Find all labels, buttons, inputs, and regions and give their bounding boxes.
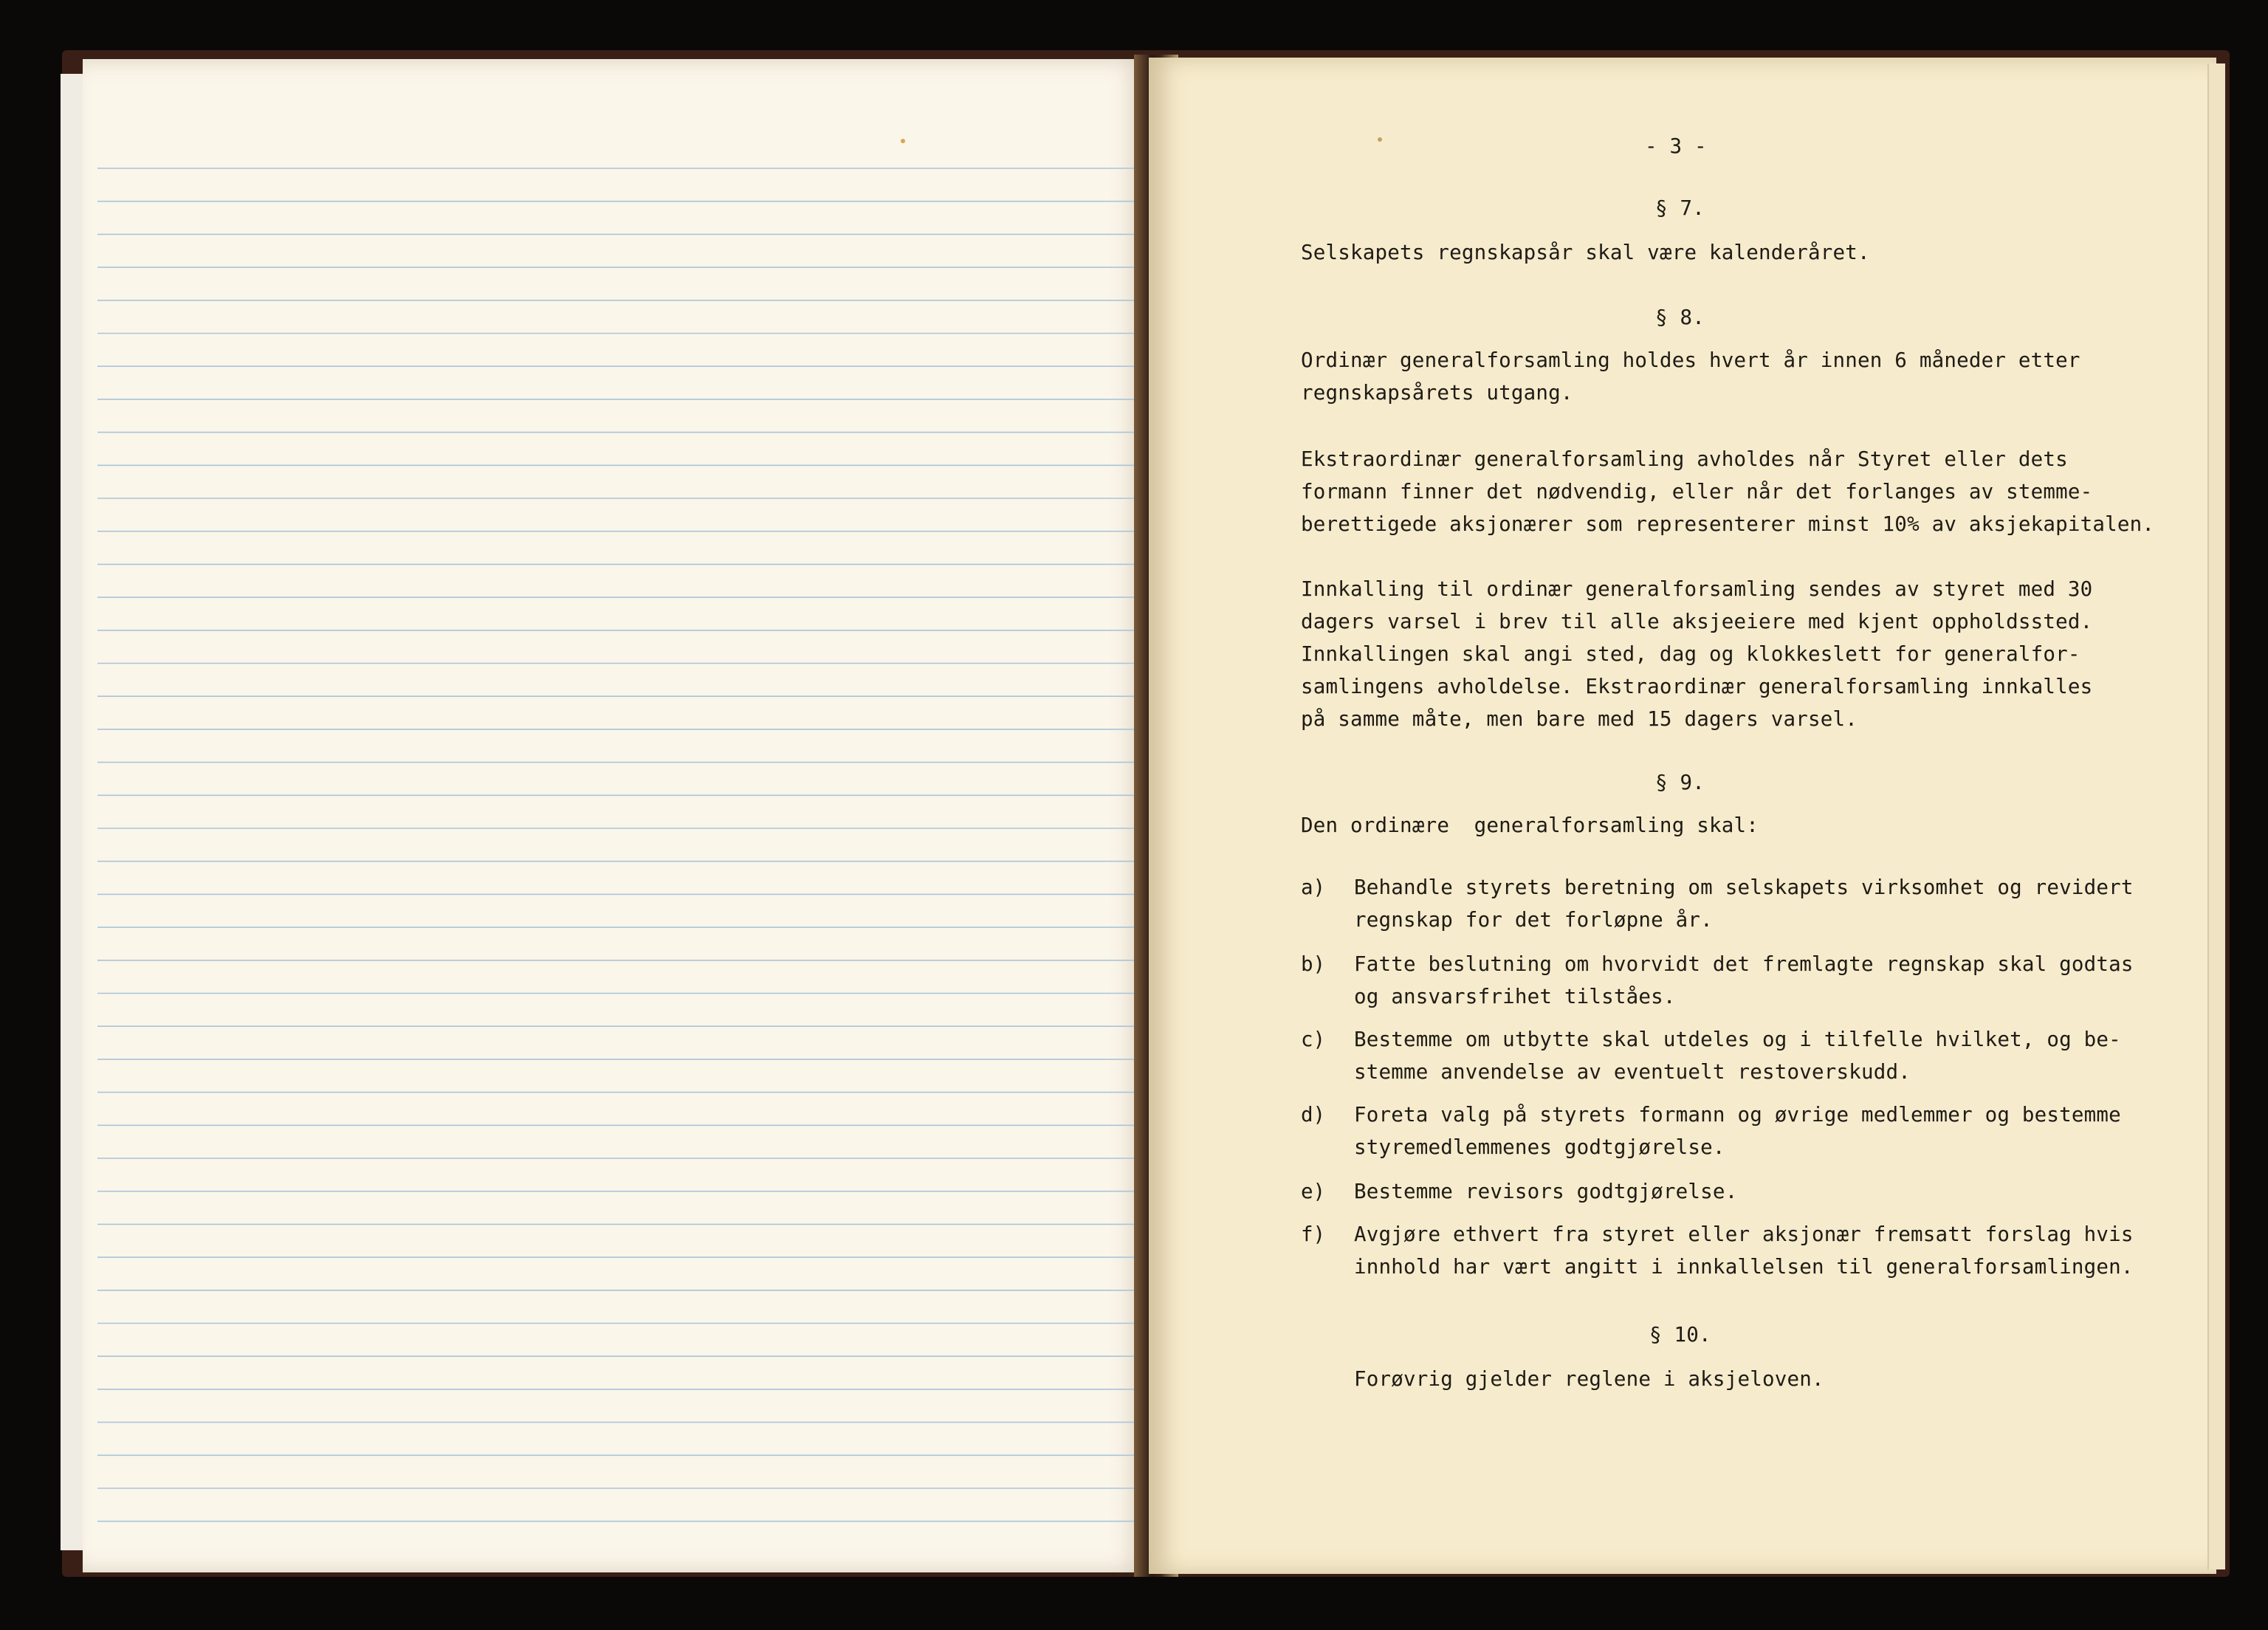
item-a-line: Behandle styrets beretning om selskapets virksomhet og revidert [1354, 876, 2134, 899]
item-letter: f) [1301, 1222, 1326, 1246]
section-8-p2-line: berettigede aksjonærer som representerer minst 10% av aksjekapitalen. [1301, 512, 2155, 536]
section-9-heading: § 9. [1655, 771, 1705, 794]
item-letter: c) [1301, 1028, 1326, 1051]
item-a-line: regnskap for det forløpne år. [1354, 908, 1713, 932]
item-letter: e) [1301, 1180, 1326, 1203]
section-8-heading: § 8. [1655, 306, 1705, 329]
item-d-line: Foreta valg på styrets formann og øvrige medlemmer og bestemme [1354, 1103, 2121, 1127]
page-stack-edge [2207, 63, 2225, 1569]
section-8-p1-line: Ordinær generalforsamling holdes hvert år innen 6 måneder etter [1301, 348, 2080, 372]
item-e-line: Bestemme revisors godtgjørelse. [1354, 1180, 1738, 1203]
ruled-lines [97, 59, 1146, 1572]
item-b-line: Fatte beslutning om hvorvidt det fremlagte regnskap skal godtas [1354, 952, 2134, 976]
section-8-p3-line: samlingens avholdelse. Ekstraordinær generalforsamling innkalles [1301, 675, 2093, 698]
item-b-line: og ansvarsfrihet tilståes. [1354, 985, 1676, 1008]
ink-spot [1378, 137, 1382, 142]
section-10-heading: § 10. [1649, 1323, 1711, 1347]
ink-spot [901, 139, 905, 143]
item-letter: b) [1301, 952, 1326, 976]
section-9-intro: Den ordinære generalforsamling skal: [1301, 814, 1759, 837]
item-f-line: innhold har vært angitt i innkallelsen til generalforsamlingen. [1354, 1255, 2134, 1279]
section-8-p3-line: på samme måte, men bare med 15 dagers varsel. [1301, 707, 1858, 731]
item-letter: d) [1301, 1103, 1326, 1127]
item-f-line: Avgjøre ethvert fra styret eller aksjonær fremsatt forslag hvis [1354, 1222, 2134, 1246]
left-ruled-page [83, 59, 1146, 1572]
page-number: - 3 - [1645, 134, 1707, 158]
section-8-p2-line: formann finner det nødvendig, eller når det forlanges av stemme- [1301, 480, 2093, 503]
section-8-p3-line: Innkalling til ordinær generalforsamling sendes av styret med 30 [1301, 577, 2093, 601]
section-7-text: Selskapets regnskapsår skal være kalenderåret. [1301, 241, 1870, 264]
section-8-p3-line: dagers varsel i brev til alle aksjeeiere med kjent oppholdssted. [1301, 610, 2093, 633]
item-d-line: styremedlemmenes godtgjørelse. [1354, 1135, 1725, 1159]
item-c-line: Bestemme om utbytte skal utdeles og i tilfelle hvilket, og be- [1354, 1028, 2121, 1051]
section-10-text: Forøvrig gjelder reglene i aksjeloven. [1354, 1367, 1824, 1391]
section-8-p2-line: Ekstraordinær generalforsamling avholdes når Styret eller dets [1301, 447, 2068, 471]
section-8-p3-line: Innkallingen skal angi sted, dag og klokkeslett for generalfor- [1301, 642, 2080, 666]
right-typed-page [1149, 58, 2216, 1574]
item-c-line: stemme anvendelse av eventuelt restoverskudd. [1354, 1060, 1911, 1084]
section-8-p1-line: regnskapsårets utgang. [1301, 381, 1573, 405]
section-7-heading: § 7. [1655, 196, 1705, 220]
item-letter: a) [1301, 876, 1326, 899]
